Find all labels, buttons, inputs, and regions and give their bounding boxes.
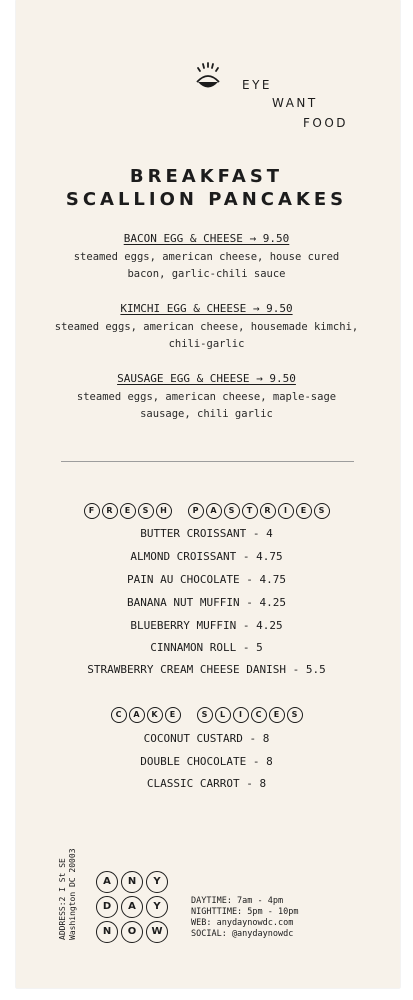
pastries-heading [0, 503, 413, 519]
list-item: BUTTER CROISSANT - 4 [140, 527, 273, 540]
menu-item-description: chili-garlic [168, 338, 245, 350]
heading-letter: I [233, 707, 249, 723]
heading-letter: S [314, 503, 330, 519]
heading-letter: S [224, 503, 240, 519]
eye-logo-icon [191, 60, 225, 94]
list-item: ALMOND CROISSANT - 4.75 [130, 550, 283, 563]
menu-item-description: steamed eggs, american cheese, maple-sage [76, 391, 337, 403]
list-item: BLUEBERRY MUFFIN - 4.25 [130, 619, 283, 632]
logo-letter: Y [146, 871, 168, 893]
heading-letter: S [197, 707, 213, 723]
heading-letter: A [129, 707, 145, 723]
heading-letter: P [188, 503, 204, 519]
brand-word-food: FOOD [303, 116, 349, 130]
logo-letter: W [146, 921, 168, 943]
brand-word-eye: EYE [242, 78, 272, 92]
logo-letter: O [121, 921, 143, 943]
any-day-now-logo [96, 871, 174, 946]
logo-letter: Y [146, 896, 168, 918]
logo-letter: A [96, 871, 118, 893]
menu-title-line2: SCALLION PANCAKES [65, 189, 348, 210]
website-text: WEB: anydaynowdc.com [191, 918, 294, 928]
list-item: PAIN AU CHOCOLATE - 4.75 [127, 573, 286, 586]
logo-letter: D [96, 896, 118, 918]
heading-letter: E [269, 707, 285, 723]
heading-letter: E [165, 707, 181, 723]
menu-item-description: bacon, garlic-chili sauce [127, 268, 286, 280]
menu-item-name: KIMCHI EGG & CHEESE → 9.50 [120, 302, 293, 315]
heading-letter: E [296, 503, 312, 519]
heading-letter: S [138, 503, 154, 519]
heading-letter: I [278, 503, 294, 519]
heading-letter: H [156, 503, 172, 519]
logo-letter: N [96, 921, 118, 943]
heading-letter: L [215, 707, 231, 723]
heading-letter: E [120, 503, 136, 519]
menu-item-description: sausage, chili garlic [140, 408, 273, 420]
cakes-heading [0, 707, 413, 723]
menu-item-description: steamed eggs, american cheese, housemade kimchi, [54, 321, 359, 333]
heading-letter: C [111, 707, 127, 723]
hours-contact-block [191, 896, 298, 940]
heading-letter: C [251, 707, 267, 723]
heading-letter: F [84, 503, 100, 519]
heading-letter: S [287, 707, 303, 723]
menu-title-line1: BREAKFAST [129, 166, 284, 187]
heading-letter: R [260, 503, 276, 519]
brand-word-want: WANT [272, 96, 318, 110]
address-line: ADDRESS:2 I St SE [58, 858, 67, 940]
list-item: COCONUT CUSTARD - 8 [143, 732, 270, 745]
menu-item-description: steamed eggs, american cheese, house cured [73, 251, 340, 263]
heading-letter: A [206, 503, 222, 519]
logo-letter: A [121, 896, 143, 918]
list-item: DOUBLE CHOCOLATE - 8 [140, 755, 273, 768]
heading-letter: K [147, 707, 163, 723]
heading-letter: T [242, 503, 258, 519]
menu-item-name: SAUSAGE EGG & CHEESE → 9.50 [117, 372, 296, 385]
address-line: Washington DC 20003 [68, 848, 77, 940]
logo-letter: N [121, 871, 143, 893]
daytime-hours: DAYTIME: 7am - 4pm [191, 896, 284, 906]
list-item: CINNAMON ROLL - 5 [150, 641, 263, 654]
heading-letter: R [102, 503, 118, 519]
list-item: CLASSIC CARROT - 8 [146, 777, 267, 790]
section-divider [61, 461, 354, 462]
list-item: STRAWBERRY CREAM CHEESE DANISH - 5.5 [87, 663, 326, 676]
social-handle: SOCIAL: @anydaynowdc [191, 929, 294, 939]
list-item: BANANA NUT MUFFIN - 4.25 [127, 596, 286, 609]
address-block [58, 830, 78, 940]
menu-item-name: BACON EGG & CHEESE → 9.50 [123, 232, 290, 245]
nighttime-hours: NIGHTTIME: 5pm - 10pm [191, 907, 299, 917]
